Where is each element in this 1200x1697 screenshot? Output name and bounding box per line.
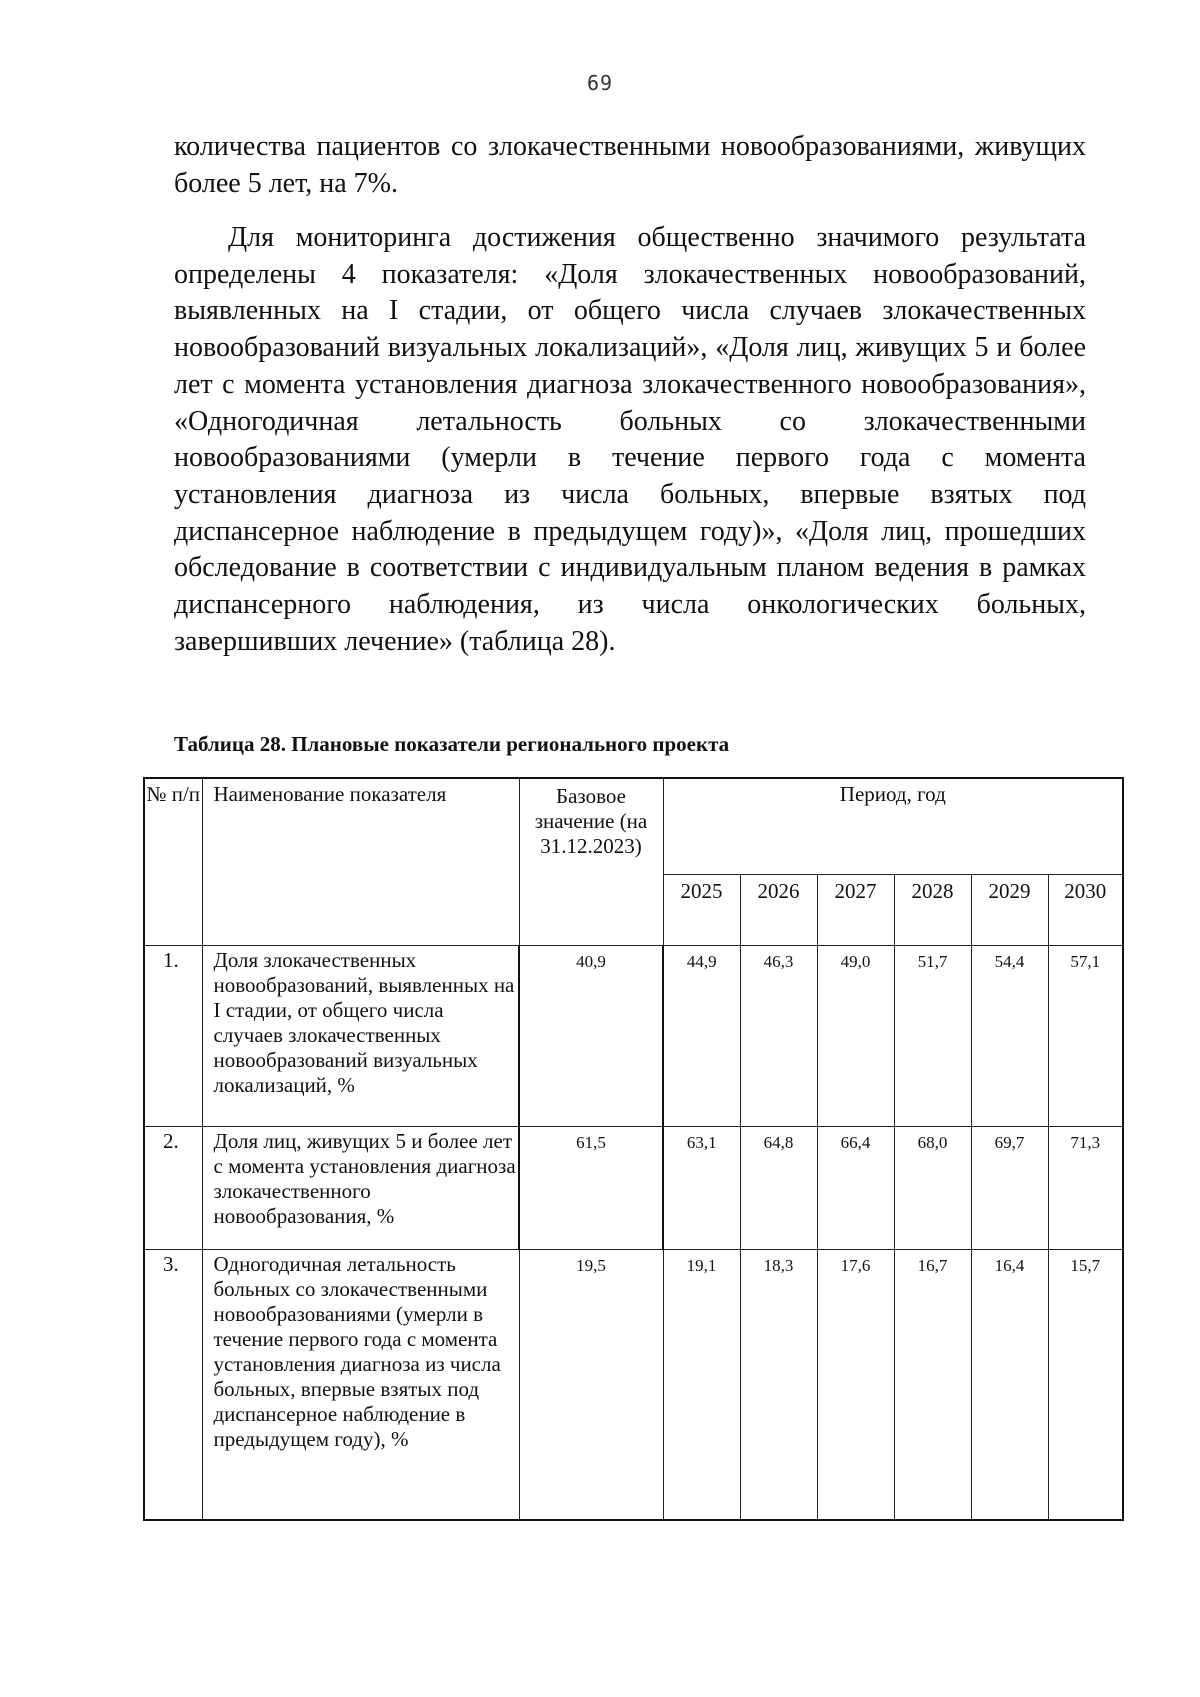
row-year-value: 15,7 (1048, 1250, 1123, 1520)
row-year-value: 19,1 (663, 1250, 740, 1520)
row-year-value: 18,3 (740, 1250, 817, 1520)
table-row (144, 1250, 1123, 1520)
row-year-value: 49,0 (817, 946, 894, 1127)
paragraph-intro-end: количества пациентов со злокачественными новообразованиями, живущих более 5 лет, на 7%. (174, 131, 1086, 199)
header-base-value: Базовое значение (на 31.12.2023) (519, 778, 663, 946)
table-row (144, 1127, 1123, 1250)
table-caption: Таблица 28. Плановые показатели регионального проекта (174, 732, 730, 756)
row-base-value: 19,5 (519, 1250, 663, 1520)
table-header-row (144, 778, 1123, 875)
header-period: Период, год (663, 778, 1123, 875)
row-base-value: 40,9 (519, 946, 663, 1127)
row-year-value: 57,1 (1048, 946, 1123, 1127)
header-year: 2026 (740, 875, 817, 946)
row-number: 3. (144, 1250, 202, 1520)
row-year-value: 54,4 (971, 946, 1048, 1127)
row-indicator-name: Одногодичная летальность больных со злокачественными новообразованиями (умерли в течение первого года с момента установления диагноза из числа больных, впервые взятых под диспансерное наблюдение в предыдущем году), % (202, 1250, 519, 1520)
header-year: 2029 (971, 875, 1048, 946)
header-year: 2030 (1048, 875, 1123, 946)
row-year-value: 68,0 (894, 1127, 971, 1250)
row-year-value: 63,1 (663, 1127, 740, 1250)
header-number: № п/п (144, 778, 202, 946)
table-row (144, 946, 1123, 1127)
row-year-value: 16,4 (971, 1250, 1048, 1520)
row-year-value: 64,8 (740, 1127, 817, 1250)
header-year: 2025 (663, 875, 740, 946)
page-number: 69 (586, 71, 614, 95)
row-year-value: 44,9 (663, 946, 740, 1127)
header-year: 2028 (894, 875, 971, 946)
header-name: Наименование показателя (202, 778, 519, 946)
row-number: 2. (144, 1127, 202, 1250)
row-year-value: 46,3 (740, 946, 817, 1127)
row-indicator-name: Доля лиц, живущих 5 и более лет с момента установления диагноза злокачественного новообразования, % (202, 1127, 519, 1250)
header-year: 2027 (817, 875, 894, 946)
row-year-value: 66,4 (817, 1127, 894, 1250)
row-year-value: 17,6 (817, 1250, 894, 1520)
row-year-value: 16,7 (894, 1250, 971, 1520)
row-year-value: 71,3 (1048, 1127, 1123, 1250)
row-year-value: 69,7 (971, 1127, 1048, 1250)
plan-indicators-table (143, 777, 1124, 1521)
paragraph-indicators: Для мониторинга достижения общественно значимого результата определены 4 показателя: «Доля злокачественных новообразований, выявленных на I стадии, от общего числа случаев злокачественных новообразований визуальных локализаций», «Доля лиц, живущих 5 и более лет с момента установления диагноза злокачественного новообразования», «Одногодичная летальность больных со злокачественными новообразованиями (умерли в течение первого года с момента установления диагноза из числа больных, впервые взятых под диспансерное наблюдение в предыдущем году)», «Доля лиц, прошедших обследование в соответствии с индивидуальным планом ведения в рамках диспансерного наблюдения, из числа онкологических больных, завершивших лечение» (таблица 28). (174, 222, 1086, 657)
row-number: 1. (144, 946, 202, 1127)
row-indicator-name: Доля злокачественных новообразований, выявленных на I стадии, от общего числа случаев злокачественных новообразований визуальных локализаций, % (202, 946, 519, 1127)
row-year-value: 51,7 (894, 946, 971, 1127)
row-base-value: 61,5 (519, 1127, 663, 1250)
